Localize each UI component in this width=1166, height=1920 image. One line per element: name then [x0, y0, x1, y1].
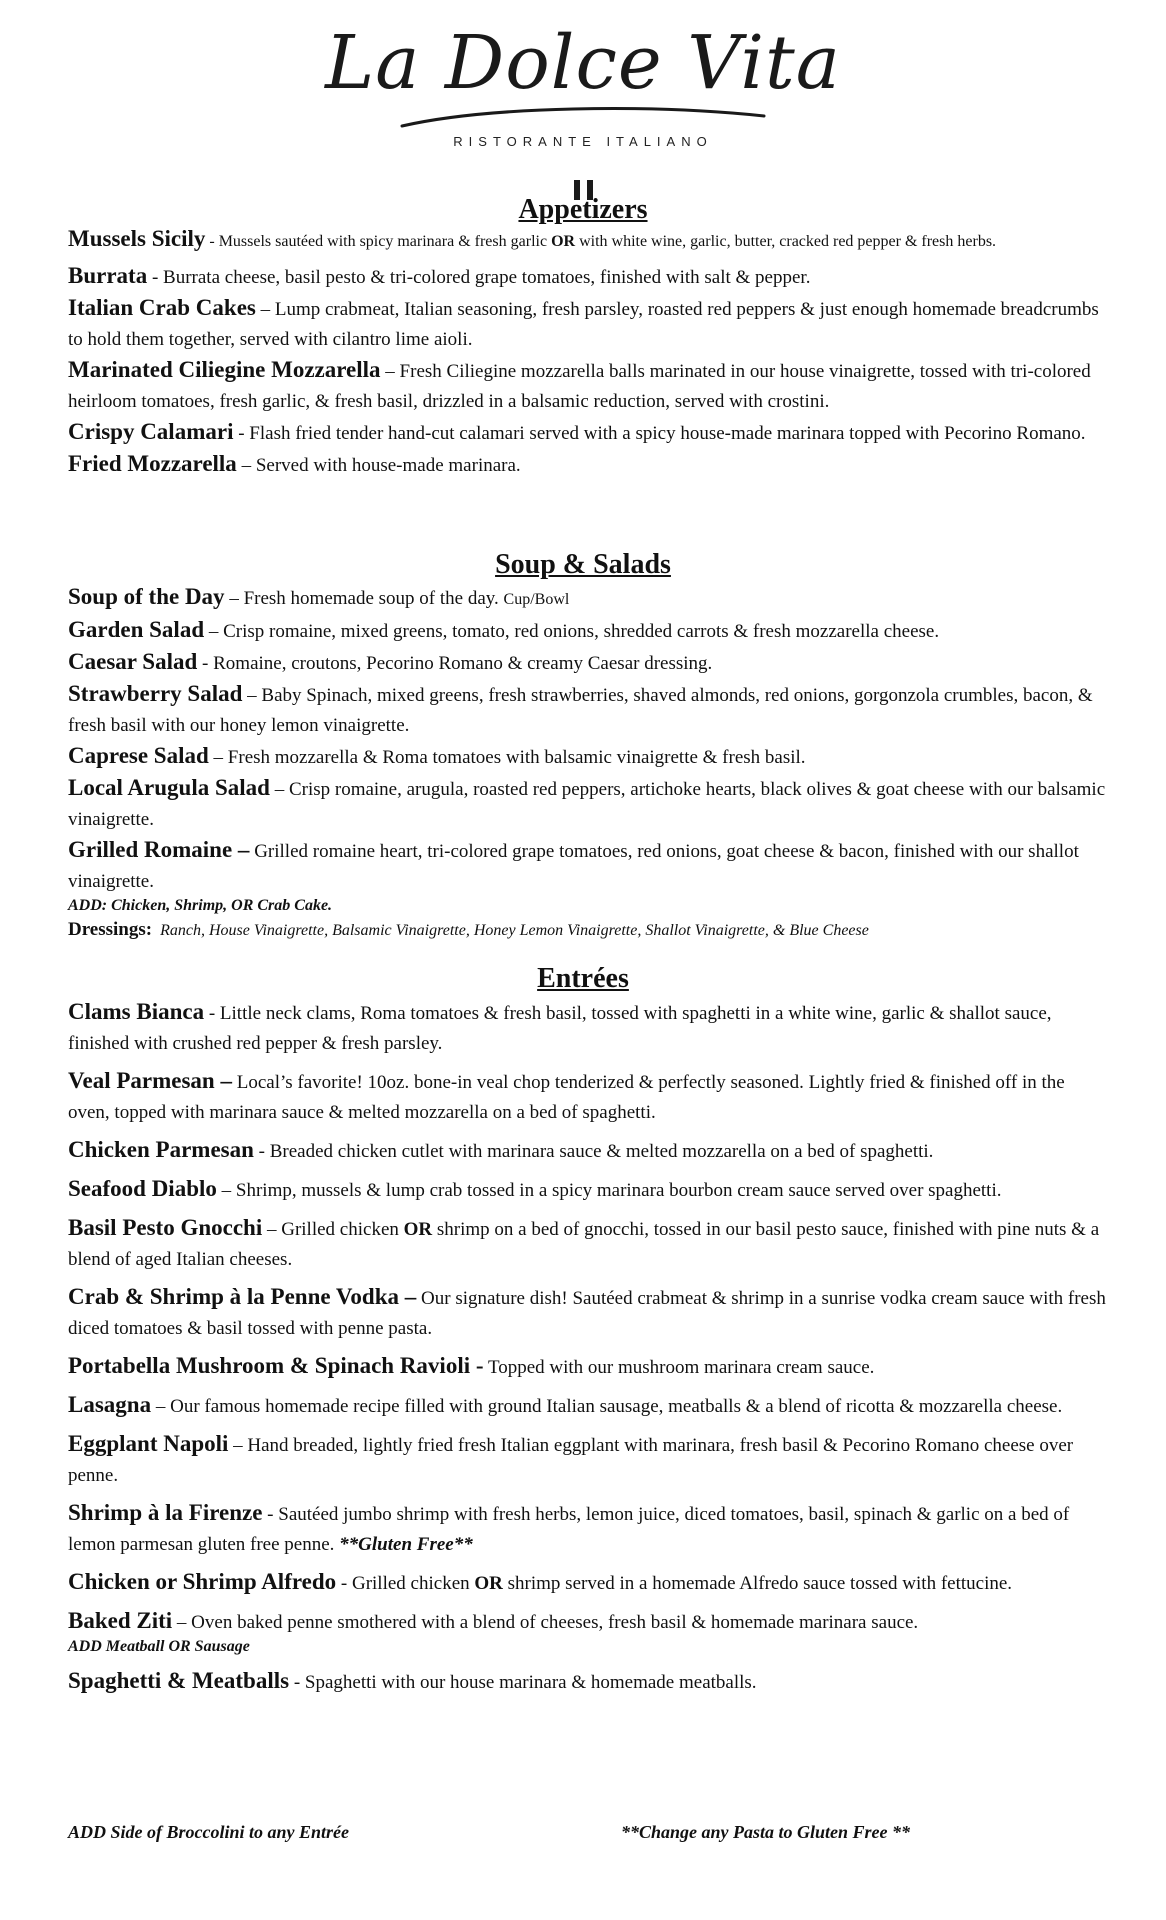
broccolini-note: ADD Side of Broccolini to any Entrée: [68, 1822, 350, 1842]
menu-item: Spaghetti & Meatballs - Spaghetti with our house marinara & homemade meatballs.: [68, 1668, 757, 1693]
menu-item: Seafood Diablo – Shrimp, mussels & lump crab tossed in a spicy marinara bourbon cream sauce served over spaghetti.: [68, 1176, 1002, 1201]
menu-item: Garden Salad – Crisp romaine, mixed greens, tomato, red onions, shredded carrots & fresh mozzarella cheese.: [68, 617, 940, 642]
soup-salads-heading: Soup & Salads: [495, 549, 671, 580]
menu-item: Veal Parmesan – Local’s favorite! 10oz. bone-in veal chop tenderized & perfectly seasoned. Lightly fried & finished off in the oven, topped with marinara sauce & melted mozzarella on a bed of spaghetti.: [68, 1068, 1065, 1123]
menu-item: Eggplant Napoli – Hand breaded, lightly fried fresh Italian eggplant with marinara, fresh basil & Pecorino Romano cheese over penne.: [68, 1431, 1074, 1486]
logo-swoosh-icon: [400, 102, 766, 132]
logo-wordmark: La Dolce Vita: [325, 20, 841, 106]
menu-item: Crab & Shrimp à la Penne Vodka – Our signature dish! Sautéed crabmeat & shrimp in a sunrise vodka cream sauce with fresh diced tomatoes & basil tossed with penne pasta.: [68, 1284, 1106, 1339]
menu-item: Shrimp à la Firenze - Sautéed jumbo shrimp with fresh herbs, lemon juice, diced tomatoes, basil, spinach & garlic on a bed of lemon parmesan gluten free penne. **Gluten Free**: [68, 1500, 1070, 1555]
menu-item: Portabella Mushroom & Spinach Ravioli - Topped with our mushroom marinara cream sauce.: [68, 1353, 875, 1378]
gluten-free-note: **Change any Pasta to Gluten Free **: [621, 1822, 911, 1842]
menu-item: Burrata - Burrata cheese, basil pesto & tri-colored grape tomatoes, finished with salt & pepper.: [68, 263, 811, 288]
entrees-list: [68, 997, 1108, 1705]
menu-item: Caesar Salad - Romaine, croutons, Pecorino Romano & creamy Caesar dressing.: [68, 649, 713, 674]
dressings-line: Dressings: Ranch, House Vinaigrette, Balsamic Vinaigrette, Honey Lemon Vinaigrette, Shallot Vinaigrette, & Blue Cheese: [68, 919, 869, 940]
menu-item: Local Arugula Salad – Crisp romaine, arugula, roasted red peppers, artichoke hearts, black olives & goat cheese with our balsamic vinaigrette.: [68, 775, 1106, 830]
menu-item: Basil Pesto Gnocchi – Grilled chicken OR shrimp on a bed of gnocchi, tossed in our basil pesto sauce, finished with pine nuts & a blend of aged Italian cheeses.: [68, 1215, 1100, 1270]
restaurant-logo: [0, 18, 1166, 168]
add-protein-note: ADD: Chicken, Shrimp, OR Crab Cake.: [68, 897, 333, 914]
menu-item: Fried Mozzarella – Served with house-made marinara.: [68, 451, 521, 476]
appetizers-list: [68, 228, 1108, 481]
appetizers-heading: Appetizers: [518, 194, 648, 225]
menu-item: Chicken or Shrimp Alfredo - Grilled chicken OR shrimp served in a homemade Alfredo sauce tossed with fettucine.: [68, 1569, 1013, 1594]
menu-item: Baked Ziti – Oven baked penne smothered with a blend of cheeses, fresh basil & homemade marinara sauce.: [68, 1608, 919, 1633]
menu-item: Crispy Calamari - Flash fried tender hand-cut calamari served with a spicy house-made marinara topped with Pecorino Romano.: [68, 419, 1086, 444]
add-meat-note: ADD Meatball OR Sausage: [68, 1638, 250, 1655]
menu-item: Grilled Romaine – Grilled romaine heart, tri-colored grape tomatoes, red onions, goat cheese & bacon, finished with our shallot vinaigrette.: [68, 837, 1079, 892]
menu-item: Caprese Salad – Fresh mozzarella & Roma tomatoes with balsamic vinaigrette & fresh basil.: [68, 743, 806, 768]
menu-item: Lasagna – Our famous homemade recipe filled with ground Italian sausage, meatballs & a blend of ricotta & mozzarella cheese.: [68, 1392, 1063, 1417]
menu-item: Soup of the Day – Fresh homemade soup of the day. Cup/Bowl: [68, 584, 570, 609]
logo-tagline: RISTORANTE ITALIANO: [453, 134, 713, 149]
menu-item: Chicken Parmesan - Breaded chicken cutlet with marinara sauce & melted mozzarella on a bed of spaghetti.: [68, 1137, 934, 1162]
menu-item: Clams Bianca - Little neck clams, Roma tomatoes & fresh basil, tossed with spaghetti in a white wine, garlic & shallot sauce, finished with crushed red pepper & fresh parsley.: [68, 999, 1052, 1054]
entrees-heading: Entrées: [537, 963, 629, 994]
menu-item: Italian Crab Cakes – Lump crabmeat, Italian seasoning, fresh parsley, roasted red peppers & just enough homemade breadcrumbs to hold them together, served with cilantro lime aioli.: [68, 295, 1099, 350]
gluten-free-tag: **Gluten Free**: [339, 1534, 473, 1555]
menu-item: Marinated Ciliegine Mozzarella – Fresh Ciliegine mozzarella balls marinated in our house vinaigrette, tossed with tri-colored heirloom tomatoes, fresh garlic, & fresh basil, drizzled in a balsamic reduction, served with crostini.: [68, 357, 1091, 412]
menu-item: Mussels Sicily - Mussels sautéed with spicy marinara & fresh garlic OR with white wine, garlic, butter, cracked red pepper & fresh herbs.: [68, 226, 997, 251]
menu-item: Strawberry Salad – Baby Spinach, mixed greens, fresh strawberries, shaved almonds, red onions, gorgonzola crumbles, bacon, & fresh basil with our honey lemon vinaigrette.: [68, 681, 1093, 736]
soup-salads-list: [68, 582, 1108, 944]
